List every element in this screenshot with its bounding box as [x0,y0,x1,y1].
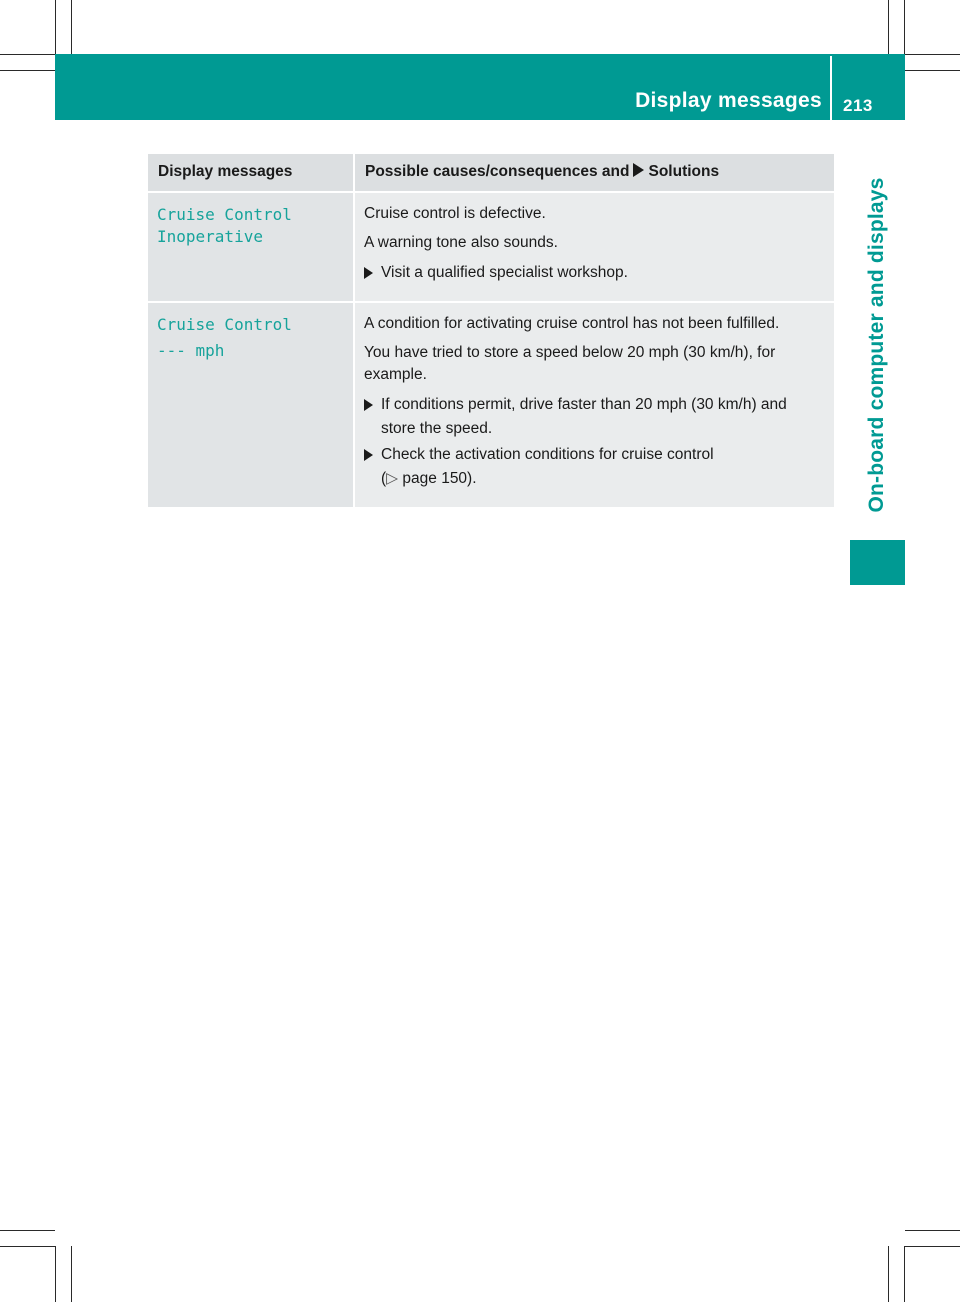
solution-step [364,443,818,491]
display-message-text: Inoperative [157,227,263,246]
table-row [148,192,834,302]
display-message-cell [148,192,354,302]
crop-mark [0,54,55,55]
solution-step-text: Visit a qualified specialist workshop. [381,264,628,281]
step-arrow-icon [364,449,373,461]
solution-step [364,393,818,441]
page-reference-icon: ▷ [386,470,399,487]
crop-mark [905,54,960,55]
crop-mark [71,0,72,54]
section-label: On-board computer and displays [865,177,888,513]
table-header-row [148,154,834,192]
crop-mark [0,1230,55,1231]
cause-text: You have tried to store a speed below 20 mph (30 km/h), for example. [364,344,776,383]
page-reference-text: page 150). [402,470,477,487]
arrow-right-icon [633,163,644,177]
crop-mark [904,0,905,54]
step-arrow-icon [364,267,373,279]
cause-text: A warning tone also sounds. [364,234,558,251]
crop-mark [55,1246,56,1302]
display-message-cell [148,302,354,507]
section-tab-marker [850,540,905,585]
column-header-label: Possible causes/consequences and [365,163,630,180]
solution-step-text: Check the activation conditions for cruise control [381,446,714,463]
solution-step [364,261,818,285]
page-number: 213 [843,96,873,115]
crop-mark [55,0,56,54]
display-message-text: Cruise Control [157,205,292,224]
display-message-text: --- mph [157,341,225,360]
display-message-text: Cruise Control [157,315,292,334]
crop-mark [905,70,960,71]
step-arrow-icon [364,399,373,411]
crop-mark [905,1246,960,1247]
page-reference[interactable]: (▷ page 150). [381,470,477,487]
crop-mark [888,1246,889,1302]
crop-mark [0,1246,55,1247]
crop-mark [888,0,889,54]
cause-text: A condition for activating cruise control has not been fulfilled. [364,315,780,332]
table-row [148,302,834,507]
column-header-label: Display messages [158,163,293,180]
crop-mark [71,1246,72,1302]
solution-step-text: If conditions permit, drive faster than 20 mph (30 km/h) and store the speed. [381,396,787,437]
crop-mark [905,1230,960,1231]
header-divider [830,56,832,120]
crop-mark [0,70,55,71]
column-header-label: Solutions [648,163,720,180]
display-messages-table [148,154,834,507]
page-title: Display messages [635,89,822,112]
cause-text: Cruise control is defective. [364,205,546,222]
column-header-display-messages [148,154,354,192]
solution-cell [354,192,834,302]
crop-mark [904,1246,905,1302]
solution-cell [354,302,834,507]
column-header-solutions [354,154,834,192]
